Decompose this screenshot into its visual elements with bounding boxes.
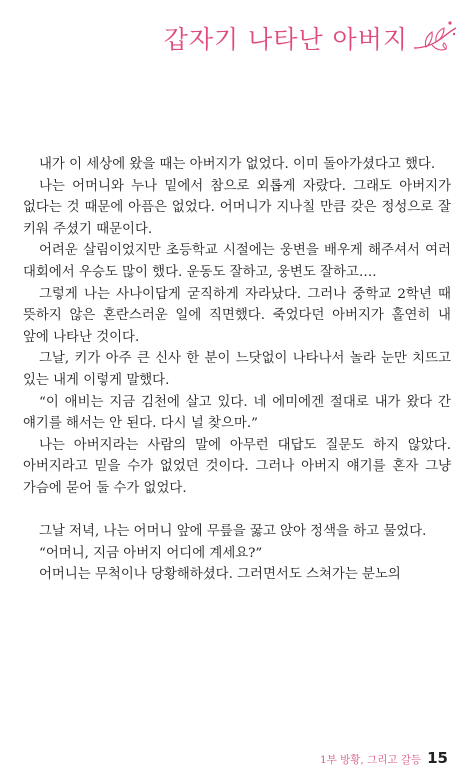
chapter-title: 갑자기 나타난 아버지 — [163, 25, 408, 54]
paragraph: 그렇게 나는 사나이답게 굳직하게 자라났다. 그러나 중학교 2학년 때 뜻하지 않은 혼란스러운 일에 직면했다. 죽었다던 아버지가 홀연히 내 앞에 나타난 것이다. — [23, 286, 451, 345]
page-footer — [320, 749, 448, 767]
vine-flourish-icon — [412, 18, 458, 58]
paragraph: “이 애비는 지금 김천에 살고 있다. 네 에미에겐 절대로 내가 왔다 간 얘기를 해서는 안 된다. 다시 널 찾으마.” — [23, 394, 451, 432]
paragraph: 그날, 키가 아주 큰 신사 한 분이 느닷없이 나타나서 놀라 눈만 치뜨고 있는 내게 이렇게 말했다. — [23, 351, 451, 388]
paragraph: 내가 이 세상에 왔을 때는 아버지가 없었다. 이미 돌아가셨다고 했다. — [39, 157, 436, 172]
paragraph: 나는 어머니와 누나 밑에서 참으로 외롭게 자랐다. 그래도 아버지가 없다는 것 때문에 아픔은 없었다. 어머니가 지나칠 만큼 갖은 정성으로 잘 키워 주셨기 때문이다. — [23, 178, 451, 237]
running-section-title: 1부 방황, 그리고 갈등 — [319, 754, 422, 766]
page-header — [0, 14, 470, 64]
body-text — [23, 154, 451, 586]
paragraph: “어머니, 지금 아버지 어디에 계세요?” — [39, 545, 263, 561]
paragraph: 어려운 살림이었지만 초등학교 시절에는 웅변을 배우게 해주셔서 여러 대회에서 우승도 많이 했다. 운동도 잘하고, 웅변도 잘하고…. — [23, 243, 451, 280]
paragraph: 나는 아버지라는 사람의 말에 아무런 대답도 질문도 하지 않았다. 아버지라고 믿을 수가 없었던 것이다. 그러나 아버지 얘기를 혼자 그냥 가슴에 묻어 둘 수가 없었다. — [23, 437, 451, 496]
page-number: 15 — [427, 749, 448, 767]
paragraph: 그날 저녁, 나는 어머니 앞에 무릎을 꿇고 앉아 정색을 하고 물었다. — [39, 524, 427, 540]
paragraph: 어머니는 무척이나 당황해하셨다. 그러면서도 스쳐가는 분노의 — [39, 567, 401, 583]
